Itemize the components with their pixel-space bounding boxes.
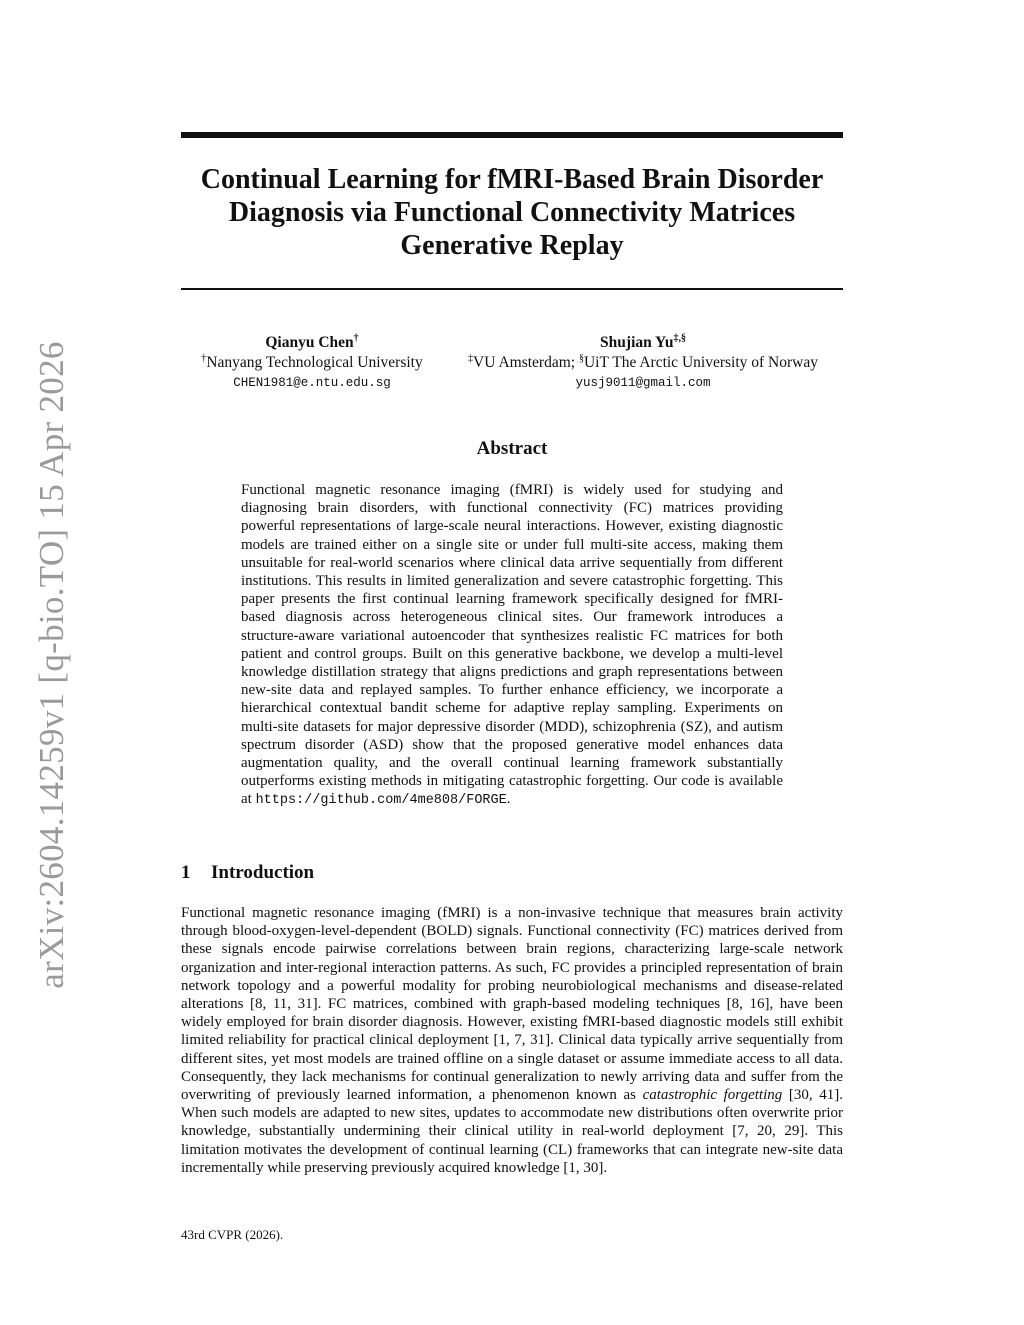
author-mark: ‡,§ (673, 333, 686, 344)
venue-footnote: 43rd CVPR (2026). (181, 1227, 284, 1242)
author-block-1 (181, 333, 443, 393)
title-line: Continual Learning for fMRI-Based Brain Disorder (200, 164, 824, 195)
author-name: Shujian Yu‡,§ (600, 333, 686, 351)
code-link[interactable]: https://github.com/4me808/FORGE (255, 793, 507, 809)
title-line: Diagnosis via Functional Connectivity Matrices (228, 197, 796, 228)
author-mark: † (353, 333, 359, 344)
title-top-rule (181, 132, 843, 138)
author-email: yusj9011@gmail.com (575, 376, 711, 390)
abstract-heading: Abstract (476, 438, 548, 459)
author-affiliation: †Nanyang Technological University (201, 353, 423, 371)
title-line: Generative Replay (400, 230, 624, 261)
author-affiliation: ‡VU Amsterdam; §UiT The Arctic University of Norway (468, 353, 818, 371)
author-name: Qianyu Chen† (265, 333, 359, 351)
author-block-2 (443, 333, 843, 393)
section-title: Introduction (211, 862, 315, 883)
introduction-text: Functional magnetic resonance imaging (fMRI) is a non-invasive technique that measures brain activity through blood-oxygen-level-dependent (BOLD) signals. Functional connectivity (FC) matrices derived from these signals encode pairwise correlations between brain regions, characterizing large-scale network organization and inter-regional interaction patterns. As such, FC provides a principled representation of brain network topology and a powerful modality for probing neurobiological mechanisms and disease-related alterations [8, 11, 31]. FC matrices, combined with graph-based modeling techniques [8, 16], have been widely employed for brain disorder diagnosis. However, existing fMRI-based diagnostic models still exhibit limited reliability for practical clinical deployment [1, 7, 31]. Clinical data typically arrive sequentially from different sites, yet most models are trained offline on a single dataset or assume immediate access to all data. Consequently, they lack mechanisms for continual generalization to newly arriving data and suffer from the overwriting of previously learned information, a phenomenon known as catastrophic forgetting [30, 41]. When such models are adapted to new sites, updates to accommodate new distributions often overwrite prior knowledge, substantially undermining their clinical utility in real-world deployment [7, 20, 29]. This limitation motivates the development of continual learning (CL) frameworks that can integrate new-site data incrementally while preserving previously acquired knowledge [1, 30]. (181, 905, 843, 1176)
section-heading-introduction (181, 862, 314, 884)
section-number: 1 (181, 862, 191, 883)
arxiv-identifier: arXiv:2604.14259v1 [q-bio.TO] 15 Apr 2026 (32, 341, 71, 989)
emphasis-term: catastrophic forgetting (642, 1087, 783, 1104)
title-bottom-rule (181, 288, 843, 290)
abstract-text: Functional magnetic resonance imaging (fMRI) is widely used for studying and diagnosing brain disorders, with functional connectivity (FC) matrices providing powerful representations of large-scale neural interactions. However, existing diagnostic models are trained either on a single site or under full multi-site access, making them unsuitable for real-world scenarios where clinical data arrive sequentially from different institutions. This results in limited generalization and severe catastrophic forgetting. This paper presents the first continual learning framework specifically designed for fMRI-based diagnosis across heterogeneous clinical sites. Our framework introduces a structure-aware variational autoencoder that synthesizes realistic FC matrices for both patient and control groups. Built on this generative backbone, we develop a multi-level knowledge distillation strategy that aligns predictions and graph representations between new-site data and replayed samples. To further enhance efficiency, we incorporate a hierarchical contextual bandit scheme for adaptive replay sampling. Experiments on multi-site datasets for major depressive disorder (MDD), schizophrenia (SZ), and autism spectrum disorder (ASD) show that the proposed generative model enhances data augmentation quality, and the overall continual learning framework substantially outperforms existing methods in mitigating catastrophic forgetting. Our code is available at https://github.com/4me808/FORGE. (241, 482, 783, 809)
paper-title (181, 163, 843, 262)
author-email: CHEN1981@e.ntu.edu.sg (233, 376, 391, 390)
